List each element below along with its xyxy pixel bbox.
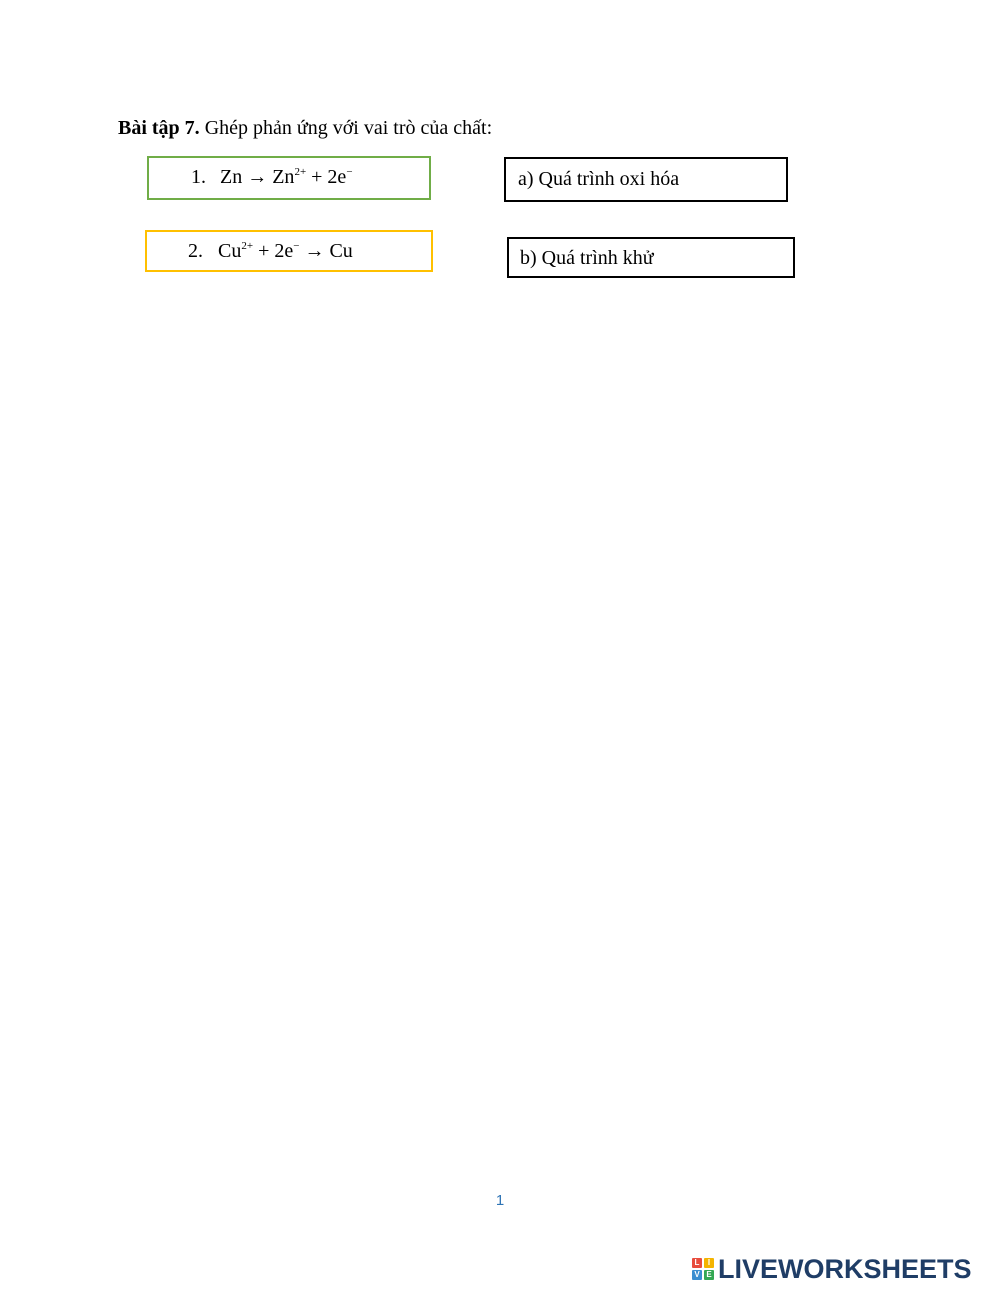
page-number: 1 bbox=[495, 1192, 505, 1209]
logo-tile: L bbox=[692, 1258, 702, 1268]
logo-tile: E bbox=[704, 1270, 714, 1280]
equation-box-2[interactable] bbox=[145, 230, 433, 272]
logo-tile: I bbox=[704, 1258, 714, 1268]
logo-tile: V bbox=[692, 1270, 702, 1280]
equation-text bbox=[220, 166, 353, 189]
exercise-label: Bài tập 7. bbox=[118, 117, 200, 139]
equation-part: → Cu bbox=[299, 240, 353, 262]
equation-text bbox=[218, 240, 353, 263]
equation-number: 1. bbox=[191, 166, 206, 188]
exercise-title bbox=[118, 117, 492, 140]
exercise-instruction: Ghép phản ứng với vai trò của chất: bbox=[199, 117, 493, 139]
liveworksheets-logo bbox=[692, 1253, 972, 1285]
equation-part: Cu bbox=[218, 240, 242, 262]
role-label: a) Quá trình oxi hóa bbox=[518, 168, 680, 190]
equation-part: + 2e bbox=[306, 166, 347, 188]
electron-superscript: − bbox=[293, 240, 300, 252]
equation-number: 2. bbox=[188, 240, 203, 262]
equation-part: Zn → Zn bbox=[220, 166, 295, 188]
charge-superscript: 2+ bbox=[241, 240, 254, 252]
charge-superscript: 2+ bbox=[294, 166, 307, 178]
logo-icon bbox=[692, 1258, 714, 1280]
equation-box-1[interactable] bbox=[147, 156, 431, 200]
equation-part: + 2e bbox=[253, 240, 294, 262]
role-box-a[interactable] bbox=[504, 157, 788, 202]
brand-name: LIVEWORKSHEETS bbox=[718, 1253, 972, 1284]
electron-superscript: − bbox=[346, 166, 353, 178]
role-label: b) Quá trình khử bbox=[520, 247, 654, 269]
role-box-b[interactable] bbox=[507, 237, 795, 278]
